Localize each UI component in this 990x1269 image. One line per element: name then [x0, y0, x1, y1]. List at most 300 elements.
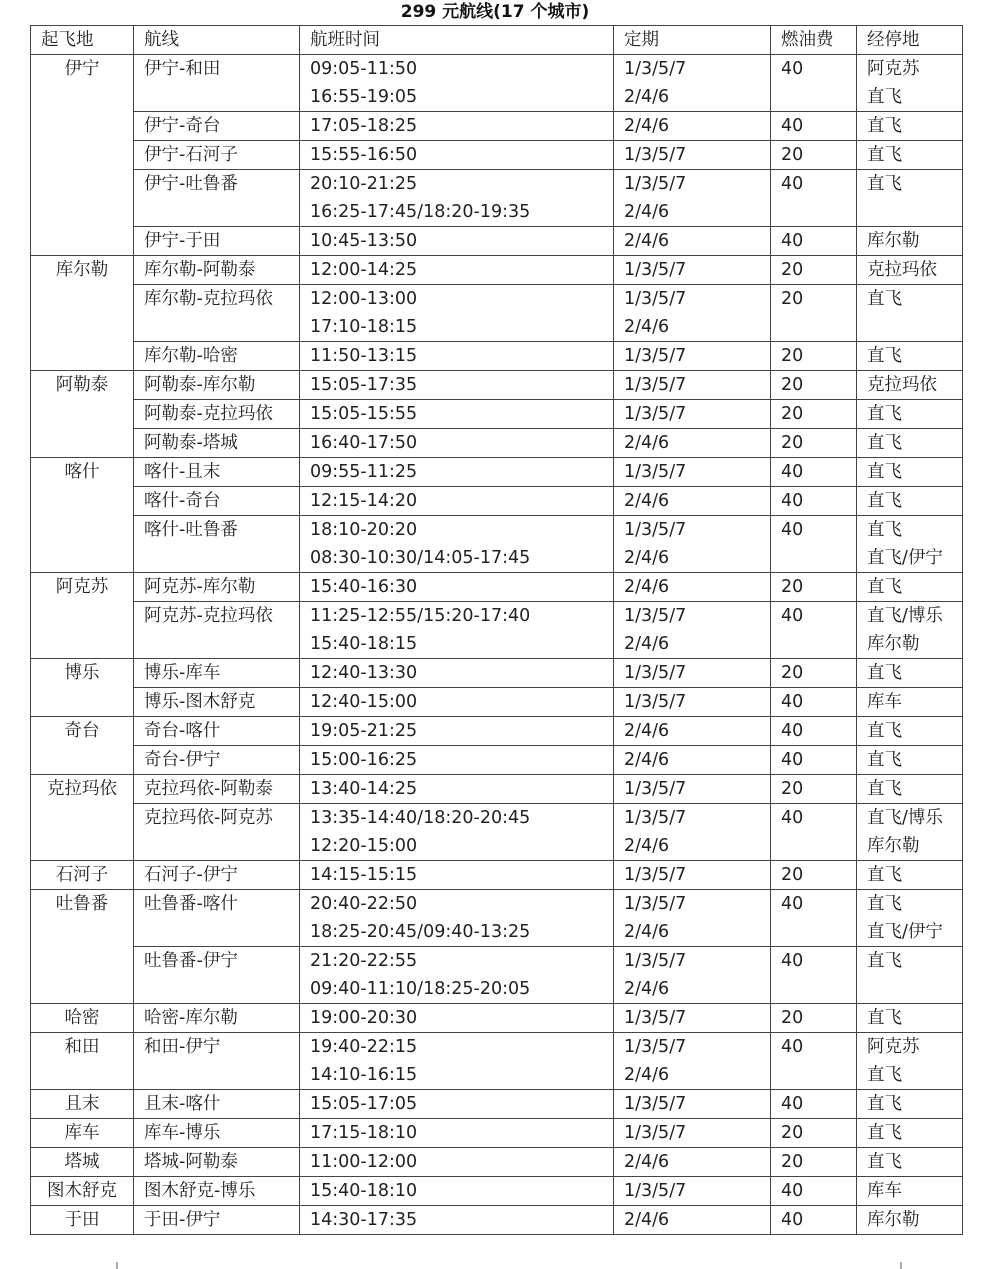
stopover-cell-line: 直飞: [867, 865, 902, 885]
route-cell: [134, 746, 300, 775]
fuel-cell: [771, 861, 857, 890]
fuel-cell-line: 20: [781, 779, 804, 799]
time-cell: [300, 342, 614, 371]
route-cell: [134, 371, 300, 400]
time-cell: [300, 804, 614, 861]
table-row: [31, 342, 963, 371]
route-cell: [134, 141, 300, 170]
stopover-cell-line: 直飞: [867, 1152, 902, 1172]
stopover-cell: [857, 861, 963, 890]
fuel-cell-line: 20: [781, 433, 804, 453]
origin-cell: [31, 861, 134, 890]
origin-cell-line: 喀什: [64, 462, 100, 482]
stopover-cell: [857, 400, 963, 429]
route-cell-line: 伊宁-和田: [144, 59, 221, 79]
route-cell-line: 伊宁-奇台: [144, 116, 221, 136]
page-edge-marks: [0, 1260, 990, 1269]
fuel-cell: [771, 516, 857, 573]
schedule-cell: [614, 746, 771, 775]
time-cell-line: 09:55-11:25: [310, 462, 418, 482]
fuel-cell-line: 40: [781, 692, 804, 712]
time-cell: [300, 458, 614, 487]
route-cell-line: 喀什-奇台: [144, 491, 221, 511]
route-cell-line: 阿克苏-克拉玛依: [144, 606, 273, 626]
schedule-cell-line: 1/3/5/7: [624, 1008, 687, 1028]
time-cell-line: 09:40-11:10/18:25-20:05: [310, 979, 531, 999]
schedule-cell-line: 1/3/5/7: [624, 289, 687, 309]
time-cell: [300, 1119, 614, 1148]
time-cell: [300, 1206, 614, 1235]
fuel-cell-line: 40: [781, 1210, 804, 1230]
route-cell: [134, 947, 300, 1004]
schedule-cell: [614, 256, 771, 285]
route-cell: [134, 342, 300, 371]
fuel-cell: [771, 112, 857, 141]
schedule-cell: [614, 1148, 771, 1177]
stopover-cell: [857, 746, 963, 775]
stopover-cell: [857, 1206, 963, 1235]
route-cell: [134, 1033, 300, 1090]
origin-cell: [31, 1119, 134, 1148]
fuel-cell-line: 40: [781, 231, 804, 251]
route-cell: [134, 1177, 300, 1206]
time-cell-line: 13:35-14:40/18:20-20:45: [310, 808, 531, 828]
route-cell: [134, 804, 300, 861]
schedule-cell: [614, 688, 771, 717]
schedule-cell-line: 2/4/6: [624, 433, 670, 453]
route-cell: [134, 55, 300, 112]
route-cell: [134, 256, 300, 285]
origin-cell: [31, 1033, 134, 1090]
stopover-cell: [857, 1090, 963, 1119]
origin-cell-line: 吐鲁番: [55, 894, 109, 914]
route-cell: [134, 516, 300, 573]
table-row: [31, 285, 963, 342]
time-cell: [300, 602, 614, 659]
origin-cell: [31, 717, 134, 775]
fuel-cell-line: 40: [781, 462, 804, 482]
stopover-cell-line: 直飞/伊宁: [867, 548, 943, 568]
origin-cell: [31, 458, 134, 573]
table-row: [31, 256, 963, 285]
schedule-cell-line: 2/4/6: [624, 548, 670, 568]
table-row: [31, 861, 963, 890]
time-cell-line: 15:05-17:35: [310, 375, 418, 395]
document-title: 299 元航线(17 个城市): [400, 2, 590, 22]
fuel-cell: [771, 141, 857, 170]
origin-cell: [31, 1148, 134, 1177]
time-cell: [300, 1033, 614, 1090]
table-row: [31, 688, 963, 717]
time-cell: [300, 55, 614, 112]
fuel-cell: [771, 1148, 857, 1177]
stopover-cell-line: 库尔勒: [867, 1210, 920, 1230]
stopover-cell: [857, 1119, 963, 1148]
table-row: [31, 1206, 963, 1235]
route-cell: [134, 717, 300, 746]
fuel-cell: [771, 717, 857, 746]
origin-cell-line: 博乐: [64, 663, 100, 683]
fuel-cell-line: 40: [781, 491, 804, 511]
schedule-cell-line: 2/4/6: [624, 116, 670, 136]
fuel-cell-line: 20: [781, 375, 804, 395]
time-cell-line: 15:40-18:15: [310, 634, 418, 654]
origin-cell-line: 克拉玛依: [47, 779, 117, 799]
time-cell: [300, 112, 614, 141]
schedule-cell-line: 1/3/5/7: [624, 1037, 687, 1057]
schedule-cell-line: 2/4/6: [624, 721, 670, 741]
table-row: [31, 659, 963, 688]
table-row: [31, 1177, 963, 1206]
origin-cell: [31, 573, 134, 659]
fuel-cell: [771, 688, 857, 717]
stopover-cell-line: 直飞: [867, 779, 902, 799]
time-cell-line: 11:50-13:15: [310, 346, 418, 366]
schedule-cell: [614, 371, 771, 400]
time-cell-line: 20:10-21:25: [310, 174, 418, 194]
stopover-cell: [857, 458, 963, 487]
table-row: [31, 141, 963, 170]
table-row: [31, 170, 963, 227]
route-cell: [134, 1090, 300, 1119]
fuel-cell: [771, 1090, 857, 1119]
origin-cell-line: 哈密: [64, 1008, 100, 1028]
origin-cell-line: 石河子: [55, 865, 109, 885]
fuel-cell-line: 20: [781, 865, 804, 885]
fuel-cell-line: 20: [781, 145, 804, 165]
schedule-cell: [614, 1119, 771, 1148]
schedule-cell-line: 1/3/5/7: [624, 692, 687, 712]
header-origin: 起飞地: [31, 26, 134, 55]
stopover-cell: [857, 55, 963, 112]
route-cell-line: 阿勒泰-塔城: [144, 433, 238, 453]
stopover-cell: [857, 112, 963, 141]
time-cell-line: 21:20-22:55: [310, 951, 418, 971]
route-cell-line: 克拉玛依-阿克苏: [144, 808, 273, 828]
stopover-cell: [857, 775, 963, 804]
stopover-cell-line: 直飞: [867, 721, 902, 741]
header-stopover: 经停地: [857, 26, 963, 55]
time-cell: [300, 1090, 614, 1119]
fuel-cell: [771, 55, 857, 112]
time-cell-line: 19:00-20:30: [310, 1008, 418, 1028]
route-cell-line: 吐鲁番-伊宁: [144, 951, 238, 971]
schedule-cell: [614, 170, 771, 227]
stopover-cell: [857, 659, 963, 688]
stopover-cell-line: 直飞/博乐: [867, 808, 943, 828]
fuel-cell-line: 20: [781, 346, 804, 366]
time-cell: [300, 861, 614, 890]
origin-cell-line: 于田: [64, 1210, 100, 1230]
route-cell: [134, 1004, 300, 1033]
schedule-cell: [614, 1033, 771, 1090]
time-cell-line: 12:40-15:00: [310, 692, 418, 712]
stopover-cell-line: 克拉玛依: [867, 375, 937, 395]
route-cell-line: 库尔勒-阿勒泰: [144, 260, 256, 280]
fuel-cell-line: 20: [781, 1008, 804, 1028]
schedule-cell-line: 1/3/5/7: [624, 404, 687, 424]
schedule-cell: [614, 516, 771, 573]
fuel-cell-line: 20: [781, 577, 804, 597]
schedule-cell: [614, 429, 771, 458]
fuel-cell-line: 20: [781, 1123, 804, 1143]
table-row: [31, 1090, 963, 1119]
table-row: [31, 717, 963, 746]
route-cell: [134, 573, 300, 602]
time-cell-line: 14:10-16:15: [310, 1065, 418, 1085]
origin-cell-line: 伊宁: [64, 59, 100, 79]
schedule-cell: [614, 717, 771, 746]
fuel-cell-line: 20: [781, 260, 804, 280]
time-cell-line: 09:05-11:50: [310, 59, 418, 79]
route-cell: [134, 112, 300, 141]
table-row: [31, 1004, 963, 1033]
time-cell-line: 15:55-16:50: [310, 145, 418, 165]
schedule-cell: [614, 285, 771, 342]
stopover-cell-line: 直飞: [867, 1123, 902, 1143]
schedule-cell-line: 2/4/6: [624, 231, 670, 251]
time-cell: [300, 141, 614, 170]
time-cell-line: 12:20-15:00: [310, 836, 418, 856]
stopover-cell: [857, 804, 963, 861]
time-cell: [300, 170, 614, 227]
stopover-cell-line: 直飞: [867, 433, 902, 453]
schedule-cell: [614, 861, 771, 890]
time-cell-line: 19:40-22:15: [310, 1037, 418, 1057]
fuel-cell: [771, 947, 857, 1004]
table-row: [31, 112, 963, 141]
route-cell: [134, 487, 300, 516]
stopover-cell-line: 直飞: [867, 174, 902, 194]
schedule-cell: [614, 227, 771, 256]
table-row: [31, 516, 963, 573]
origin-cell: [31, 1004, 134, 1033]
fuel-cell: [771, 602, 857, 659]
route-cell: [134, 861, 300, 890]
fuel-cell-line: 40: [781, 721, 804, 741]
stopover-cell: [857, 573, 963, 602]
time-cell: [300, 890, 614, 947]
stopover-cell-line: 直飞: [867, 663, 902, 683]
table-row: [31, 227, 963, 256]
route-cell-line: 吐鲁番-喀什: [144, 894, 238, 914]
schedule-cell-line: 1/3/5/7: [624, 606, 687, 626]
stopover-cell: [857, 371, 963, 400]
origin-cell: [31, 1090, 134, 1119]
time-cell: [300, 717, 614, 746]
schedule-cell-line: 1/3/5/7: [624, 462, 687, 482]
stopover-cell: [857, 342, 963, 371]
stopover-cell: [857, 285, 963, 342]
table-row: [31, 573, 963, 602]
stopover-cell-line: 库尔勒: [867, 634, 920, 654]
time-cell-line: 12:00-13:00: [310, 289, 418, 309]
stopover-cell: [857, 170, 963, 227]
header-time: 航班时间: [300, 26, 614, 55]
route-cell-line: 喀什-且末: [144, 462, 221, 482]
schedule-cell-line: 2/4/6: [624, 577, 670, 597]
fuel-cell: [771, 400, 857, 429]
header-fuel: 燃油费: [771, 26, 857, 55]
schedule-cell-line: 2/4/6: [624, 1152, 670, 1172]
stopover-cell-line: 直飞: [867, 1008, 902, 1028]
schedule-cell: [614, 487, 771, 516]
route-cell: [134, 602, 300, 659]
fuel-cell: [771, 775, 857, 804]
route-cell-line: 于田-伊宁: [144, 1210, 221, 1230]
schedule-cell: [614, 775, 771, 804]
fuel-cell-line: 40: [781, 116, 804, 136]
fuel-cell-line: 40: [781, 750, 804, 770]
fuel-cell: [771, 659, 857, 688]
time-cell-line: 15:00-16:25: [310, 750, 418, 770]
route-cell-line: 奇台-伊宁: [144, 750, 221, 770]
time-cell-line: 14:30-17:35: [310, 1210, 418, 1230]
origin-cell-line: 和田: [64, 1037, 100, 1057]
schedule-cell-line: 2/4/6: [624, 1210, 670, 1230]
fuel-cell: [771, 285, 857, 342]
route-cell-line: 和田-伊宁: [144, 1037, 221, 1057]
fuel-cell: [771, 342, 857, 371]
origin-cell: [31, 775, 134, 861]
stopover-cell: [857, 1033, 963, 1090]
time-cell: [300, 746, 614, 775]
time-cell: [300, 371, 614, 400]
schedule-cell-line: 1/3/5/7: [624, 520, 687, 540]
stopover-cell-line: 直飞: [867, 894, 902, 914]
route-cell: [134, 688, 300, 717]
schedule-cell: [614, 112, 771, 141]
schedule-cell-line: 2/4/6: [624, 634, 670, 654]
origin-cell-line: 奇台: [64, 721, 100, 741]
time-cell: [300, 1148, 614, 1177]
schedule-cell-line: 2/4/6: [624, 1065, 670, 1085]
route-cell-line: 博乐-图木舒克: [144, 692, 256, 712]
route-cell-line: 伊宁-于田: [144, 231, 221, 251]
route-cell: [134, 1119, 300, 1148]
stopover-cell: [857, 947, 963, 1004]
stopover-cell: [857, 429, 963, 458]
time-cell: [300, 227, 614, 256]
stopover-cell-line: 直飞: [867, 491, 902, 511]
table-row: [31, 458, 963, 487]
stopover-cell-line: 阿克苏: [867, 59, 920, 79]
schedule-cell-line: 1/3/5/7: [624, 145, 687, 165]
schedule-cell: [614, 1004, 771, 1033]
origin-cell-line: 阿勒泰: [55, 375, 109, 395]
stopover-cell-line: 直飞/博乐: [867, 606, 943, 626]
table-row: [31, 746, 963, 775]
stopover-cell: [857, 1004, 963, 1033]
schedule-cell: [614, 1090, 771, 1119]
time-cell-line: 12:00-14:25: [310, 260, 418, 280]
origin-cell: [31, 256, 134, 371]
time-cell: [300, 400, 614, 429]
stopover-cell: [857, 256, 963, 285]
page-mark: [900, 1262, 902, 1269]
stopover-cell-line: 直飞: [867, 1094, 902, 1114]
route-cell-line: 且末-喀什: [144, 1094, 221, 1114]
fuel-cell: [771, 1206, 857, 1235]
table-row: [31, 371, 963, 400]
fuel-cell-line: 40: [781, 1181, 804, 1201]
page-mark: [116, 1262, 118, 1269]
route-cell: [134, 429, 300, 458]
stopover-cell-line: 直飞: [867, 520, 902, 540]
schedule-cell: [614, 400, 771, 429]
stopover-cell: [857, 717, 963, 746]
route-cell: [134, 400, 300, 429]
time-cell-line: 12:15-14:20: [310, 491, 418, 511]
route-cell-line: 伊宁-石河子: [144, 145, 238, 165]
header-schedule: 定期: [614, 26, 771, 55]
stopover-cell: [857, 1177, 963, 1206]
route-cell-line: 克拉玛依-阿勒泰: [144, 779, 273, 799]
time-cell-line: 16:25-17:45/18:20-19:35: [310, 202, 531, 222]
table-row: [31, 400, 963, 429]
table-row: [31, 1148, 963, 1177]
table-row: [31, 804, 963, 861]
table-body: [31, 26, 963, 1235]
route-cell: [134, 1206, 300, 1235]
fuel-cell: [771, 1177, 857, 1206]
stopover-cell-line: 直飞: [867, 951, 902, 971]
time-cell-line: 16:55-19:05: [310, 87, 418, 107]
schedule-cell: [614, 947, 771, 1004]
stopover-cell-line: 直飞: [867, 116, 902, 136]
schedule-cell: [614, 573, 771, 602]
schedule-cell-line: 1/3/5/7: [624, 808, 687, 828]
route-cell-line: 阿克苏-库尔勒: [144, 577, 256, 597]
origin-cell: [31, 1206, 134, 1235]
time-cell: [300, 659, 614, 688]
fuel-cell: [771, 573, 857, 602]
time-cell: [300, 688, 614, 717]
table-row: [31, 429, 963, 458]
origin-cell: [31, 890, 134, 1004]
route-cell-line: 图木舒克-博乐: [144, 1181, 256, 1201]
schedule-cell-line: 1/3/5/7: [624, 346, 687, 366]
schedule-cell: [614, 890, 771, 947]
time-cell: [300, 573, 614, 602]
fuel-cell: [771, 371, 857, 400]
time-cell: [300, 429, 614, 458]
stopover-cell-line: 库车: [867, 692, 902, 712]
fuel-cell-line: 40: [781, 606, 804, 626]
schedule-cell: [614, 55, 771, 112]
fuel-cell: [771, 227, 857, 256]
schedule-cell-line: 1/3/5/7: [624, 260, 687, 280]
schedule-cell-line: 1/3/5/7: [624, 779, 687, 799]
stopover-cell-line: 库车: [867, 1181, 902, 1201]
time-cell-line: 11:00-12:00: [310, 1152, 418, 1172]
schedule-cell-line: 1/3/5/7: [624, 865, 687, 885]
stopover-cell: [857, 141, 963, 170]
time-cell-line: 14:15-15:15: [310, 865, 418, 885]
time-cell-line: 18:10-20:20: [310, 520, 418, 540]
fuel-cell-line: 20: [781, 663, 804, 683]
table-row: [31, 602, 963, 659]
fuel-cell-line: 40: [781, 520, 804, 540]
origin-cell: [31, 1177, 134, 1206]
route-cell-line: 伊宁-吐鲁番: [144, 174, 238, 194]
route-cell: [134, 227, 300, 256]
fuel-cell: [771, 890, 857, 947]
route-cell-line: 哈密-库尔勒: [144, 1008, 238, 1028]
schedule-cell: [614, 1206, 771, 1235]
time-cell-line: 18:25-20:45/09:40-13:25: [310, 922, 531, 942]
time-cell-line: 12:40-13:30: [310, 663, 418, 683]
